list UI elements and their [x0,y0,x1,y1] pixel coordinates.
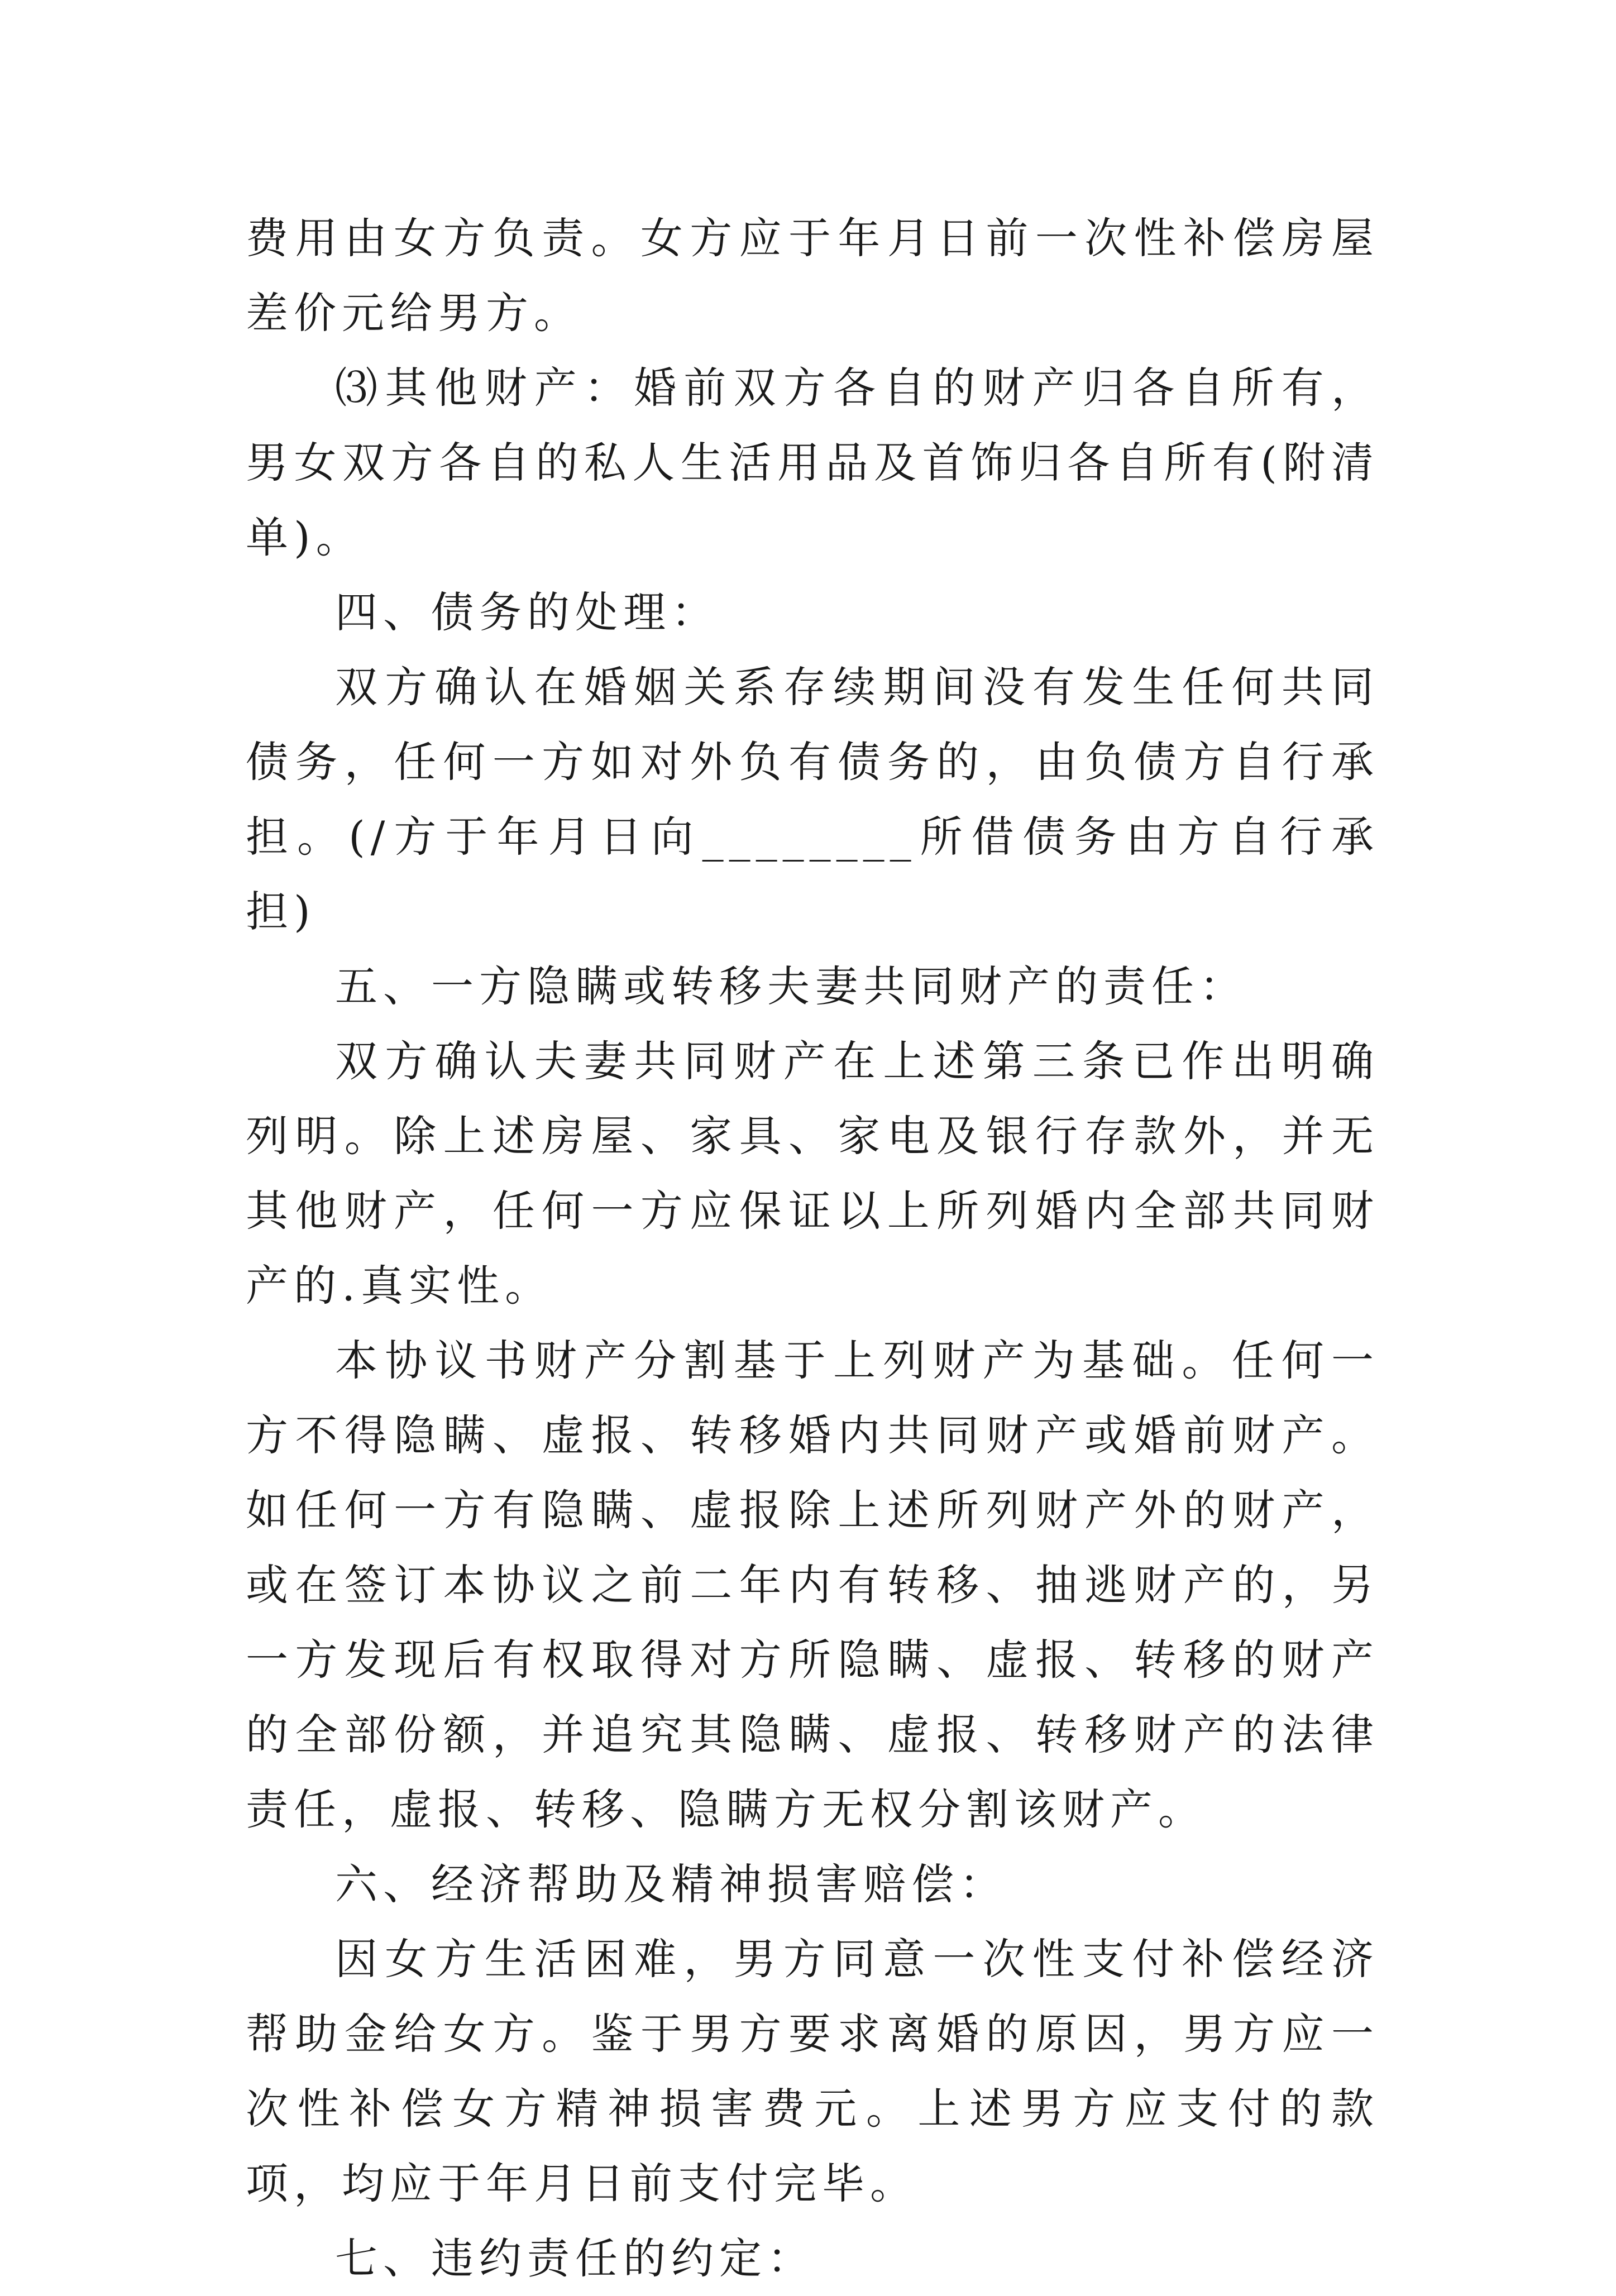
heading-debt-handling: 四、债务的处理： [335,587,719,637]
paragraph-other-property: ⑶其他财产：婚前双方各自的财产归各自所有，男女双方各自的私人生活用品及首饰归各自所有(附清单)。 [246,363,1379,562]
document-page [246,201,1379,2296]
paragraph-property-confirmation: 双方确认夫妻共同财产在上述第三条已作出明确列明。除上述房屋、家具、家电及银行存款外，并无其他财产，任何一方应保证以上所列婚内全部共同财产的.真实性。 [246,1036,1379,1310]
paragraph-property-division: 本协议书财产分割基于上列财产为基础。任何一方不得隐瞒、虚报、转移婚内共同财产或婚前财产。如任何一方有隐瞒、虚报除上述所列财产外的财产，或在签订本协议之前二年内有转移、抽逃财产的，另一方发现后有权取得对方所隐瞒、虚报、转移的财产的全部份额，并追究其隐瞒、虚报、转移财产的法律责任，虚报、转移、隐瞒方无权分割该财产。 [246,1336,1379,1834]
paragraph-house-compensation: 费用由女方负责。女方应于年月日前一次性补偿房屋差价元给男方。 [246,213,1379,338]
heading-concealment-liability: 五、一方隐瞒或转移夫妻共同财产的责任： [335,962,1247,1011]
paragraph-economic-aid: 因女方生活困难，男方同意一次性支付补偿经济帮助金给女方。鉴于男方要求离婚的原因，男方应一次性补偿女方精神损害费元。上述男方应支付的款项，均应于年月日前支付完毕。 [246,1934,1379,2208]
paragraph-debt-confirmation: 双方确认在婚姻关系存续期间没有发生任何共同债务，任何一方如对外负有债务的，由负债方自行承担。(/方于年月日向________所借债务由方自行承担) [246,662,1379,936]
heading-economic-aid: 六、经济帮助及精神损害赔偿： [335,1859,1007,1909]
heading-breach-liability: 七、违约责任的约定： [335,2233,815,2283]
